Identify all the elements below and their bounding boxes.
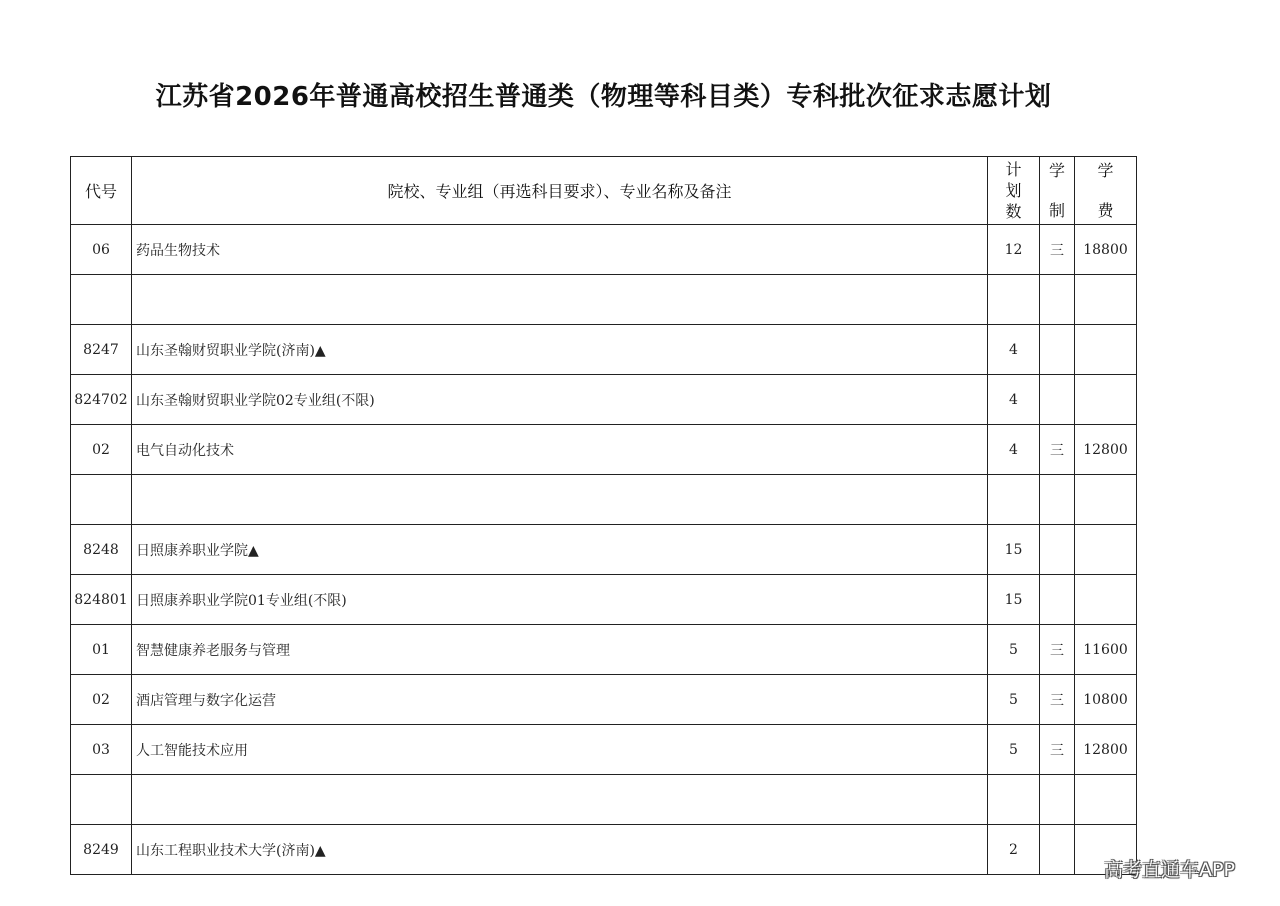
table-row	[71, 325, 1137, 375]
header-plan-char: 划	[1005, 180, 1022, 200]
header-years	[1040, 157, 1075, 225]
table-row	[71, 525, 1137, 575]
cell-years	[1040, 575, 1075, 625]
cell-name: 山东圣翰财贸职业学院02专业组(不限)	[132, 375, 988, 425]
cell-fee	[1075, 325, 1137, 375]
cell-code: 06	[71, 225, 132, 275]
cell-fee	[1075, 275, 1137, 325]
cell-years	[1040, 325, 1075, 375]
cell-code: 824702	[71, 375, 132, 425]
cell-name	[132, 775, 988, 825]
cell-plan	[988, 775, 1040, 825]
cell-name: 智慧健康养老服务与管理	[132, 625, 988, 675]
cell-code: 8249	[71, 825, 132, 875]
table-row	[71, 275, 1137, 325]
cell-plan: 2	[988, 825, 1040, 875]
cell-code	[71, 475, 132, 525]
cell-name: 人工智能技术应用	[132, 725, 988, 775]
cell-name: 日照康养职业学院01专业组(不限)	[132, 575, 988, 625]
cell-fee	[1075, 375, 1137, 425]
cell-years	[1040, 775, 1075, 825]
table-row	[71, 225, 1137, 275]
cell-name: 酒店管理与数字化运营	[132, 675, 988, 725]
header-fee-char: 费	[1097, 200, 1114, 220]
cell-code: 8248	[71, 525, 132, 575]
header-fee-char: 学	[1097, 160, 1114, 180]
table-row	[71, 675, 1137, 725]
cell-code: 03	[71, 725, 132, 775]
table-header-row	[71, 157, 1137, 225]
cell-fee: 10800	[1075, 675, 1137, 725]
header-years-char: 制	[1048, 200, 1065, 220]
cell-years	[1040, 275, 1075, 325]
cell-fee: 12800	[1075, 725, 1137, 775]
cell-code	[71, 775, 132, 825]
cell-fee: 18800	[1075, 225, 1137, 275]
cell-fee	[1075, 525, 1137, 575]
cell-plan: 15	[988, 575, 1040, 625]
table-row	[71, 775, 1137, 825]
cell-code	[71, 275, 132, 325]
cell-years: 三	[1040, 625, 1075, 675]
table-row	[71, 625, 1137, 675]
cell-years: 三	[1040, 675, 1075, 725]
cell-years: 三	[1040, 725, 1075, 775]
cell-name: 山东工程职业技术大学(济南)▲	[132, 825, 988, 875]
cell-fee	[1075, 775, 1137, 825]
cell-plan: 12	[988, 225, 1040, 275]
cell-plan: 4	[988, 325, 1040, 375]
cell-plan: 5	[988, 675, 1040, 725]
cell-fee: 11600	[1075, 625, 1137, 675]
table-row	[71, 825, 1137, 875]
header-fee	[1075, 157, 1137, 225]
cell-plan: 5	[988, 725, 1040, 775]
header-name: 院校、专业组（再选科目要求）、专业名称及备注	[132, 157, 988, 225]
cell-code: 824801	[71, 575, 132, 625]
cell-name: 药品生物技术	[132, 225, 988, 275]
cell-code: 01	[71, 625, 132, 675]
table-row	[71, 425, 1137, 475]
cell-plan: 4	[988, 375, 1040, 425]
cell-plan: 5	[988, 625, 1040, 675]
header-plan-char: 计	[1005, 159, 1022, 179]
cell-years	[1040, 825, 1075, 875]
cell-plan: 4	[988, 425, 1040, 475]
cell-name	[132, 275, 988, 325]
cell-name: 日照康养职业学院▲	[132, 525, 988, 575]
cell-years	[1040, 375, 1075, 425]
cell-fee: 12800	[1075, 425, 1137, 475]
header-plan-char: 数	[1005, 201, 1022, 221]
header-plan	[988, 157, 1040, 225]
cell-plan	[988, 275, 1040, 325]
cell-years	[1040, 525, 1075, 575]
cell-plan	[988, 475, 1040, 525]
cell-years: 三	[1040, 225, 1075, 275]
table-row	[71, 725, 1137, 775]
cell-years	[1040, 475, 1075, 525]
watermark: 高考直通车APP	[1104, 859, 1235, 881]
cell-name	[132, 475, 988, 525]
cell-name: 电气自动化技术	[132, 425, 988, 475]
cell-code: 02	[71, 675, 132, 725]
page-title: 江苏省2026年普通高校招生普通类（物理等科目类）专科批次征求志愿计划	[155, 82, 1052, 112]
cell-fee	[1075, 575, 1137, 625]
header-years-char: 学	[1048, 160, 1065, 180]
admission-plan-table	[70, 156, 1137, 875]
cell-years: 三	[1040, 425, 1075, 475]
table-row	[71, 475, 1137, 525]
cell-fee	[1075, 475, 1137, 525]
cell-code: 8247	[71, 325, 132, 375]
table-row	[71, 375, 1137, 425]
header-code: 代号	[71, 157, 132, 225]
cell-name: 山东圣翰财贸职业学院(济南)▲	[132, 325, 988, 375]
cell-plan: 15	[988, 525, 1040, 575]
cell-code: 02	[71, 425, 132, 475]
table-row	[71, 575, 1137, 625]
